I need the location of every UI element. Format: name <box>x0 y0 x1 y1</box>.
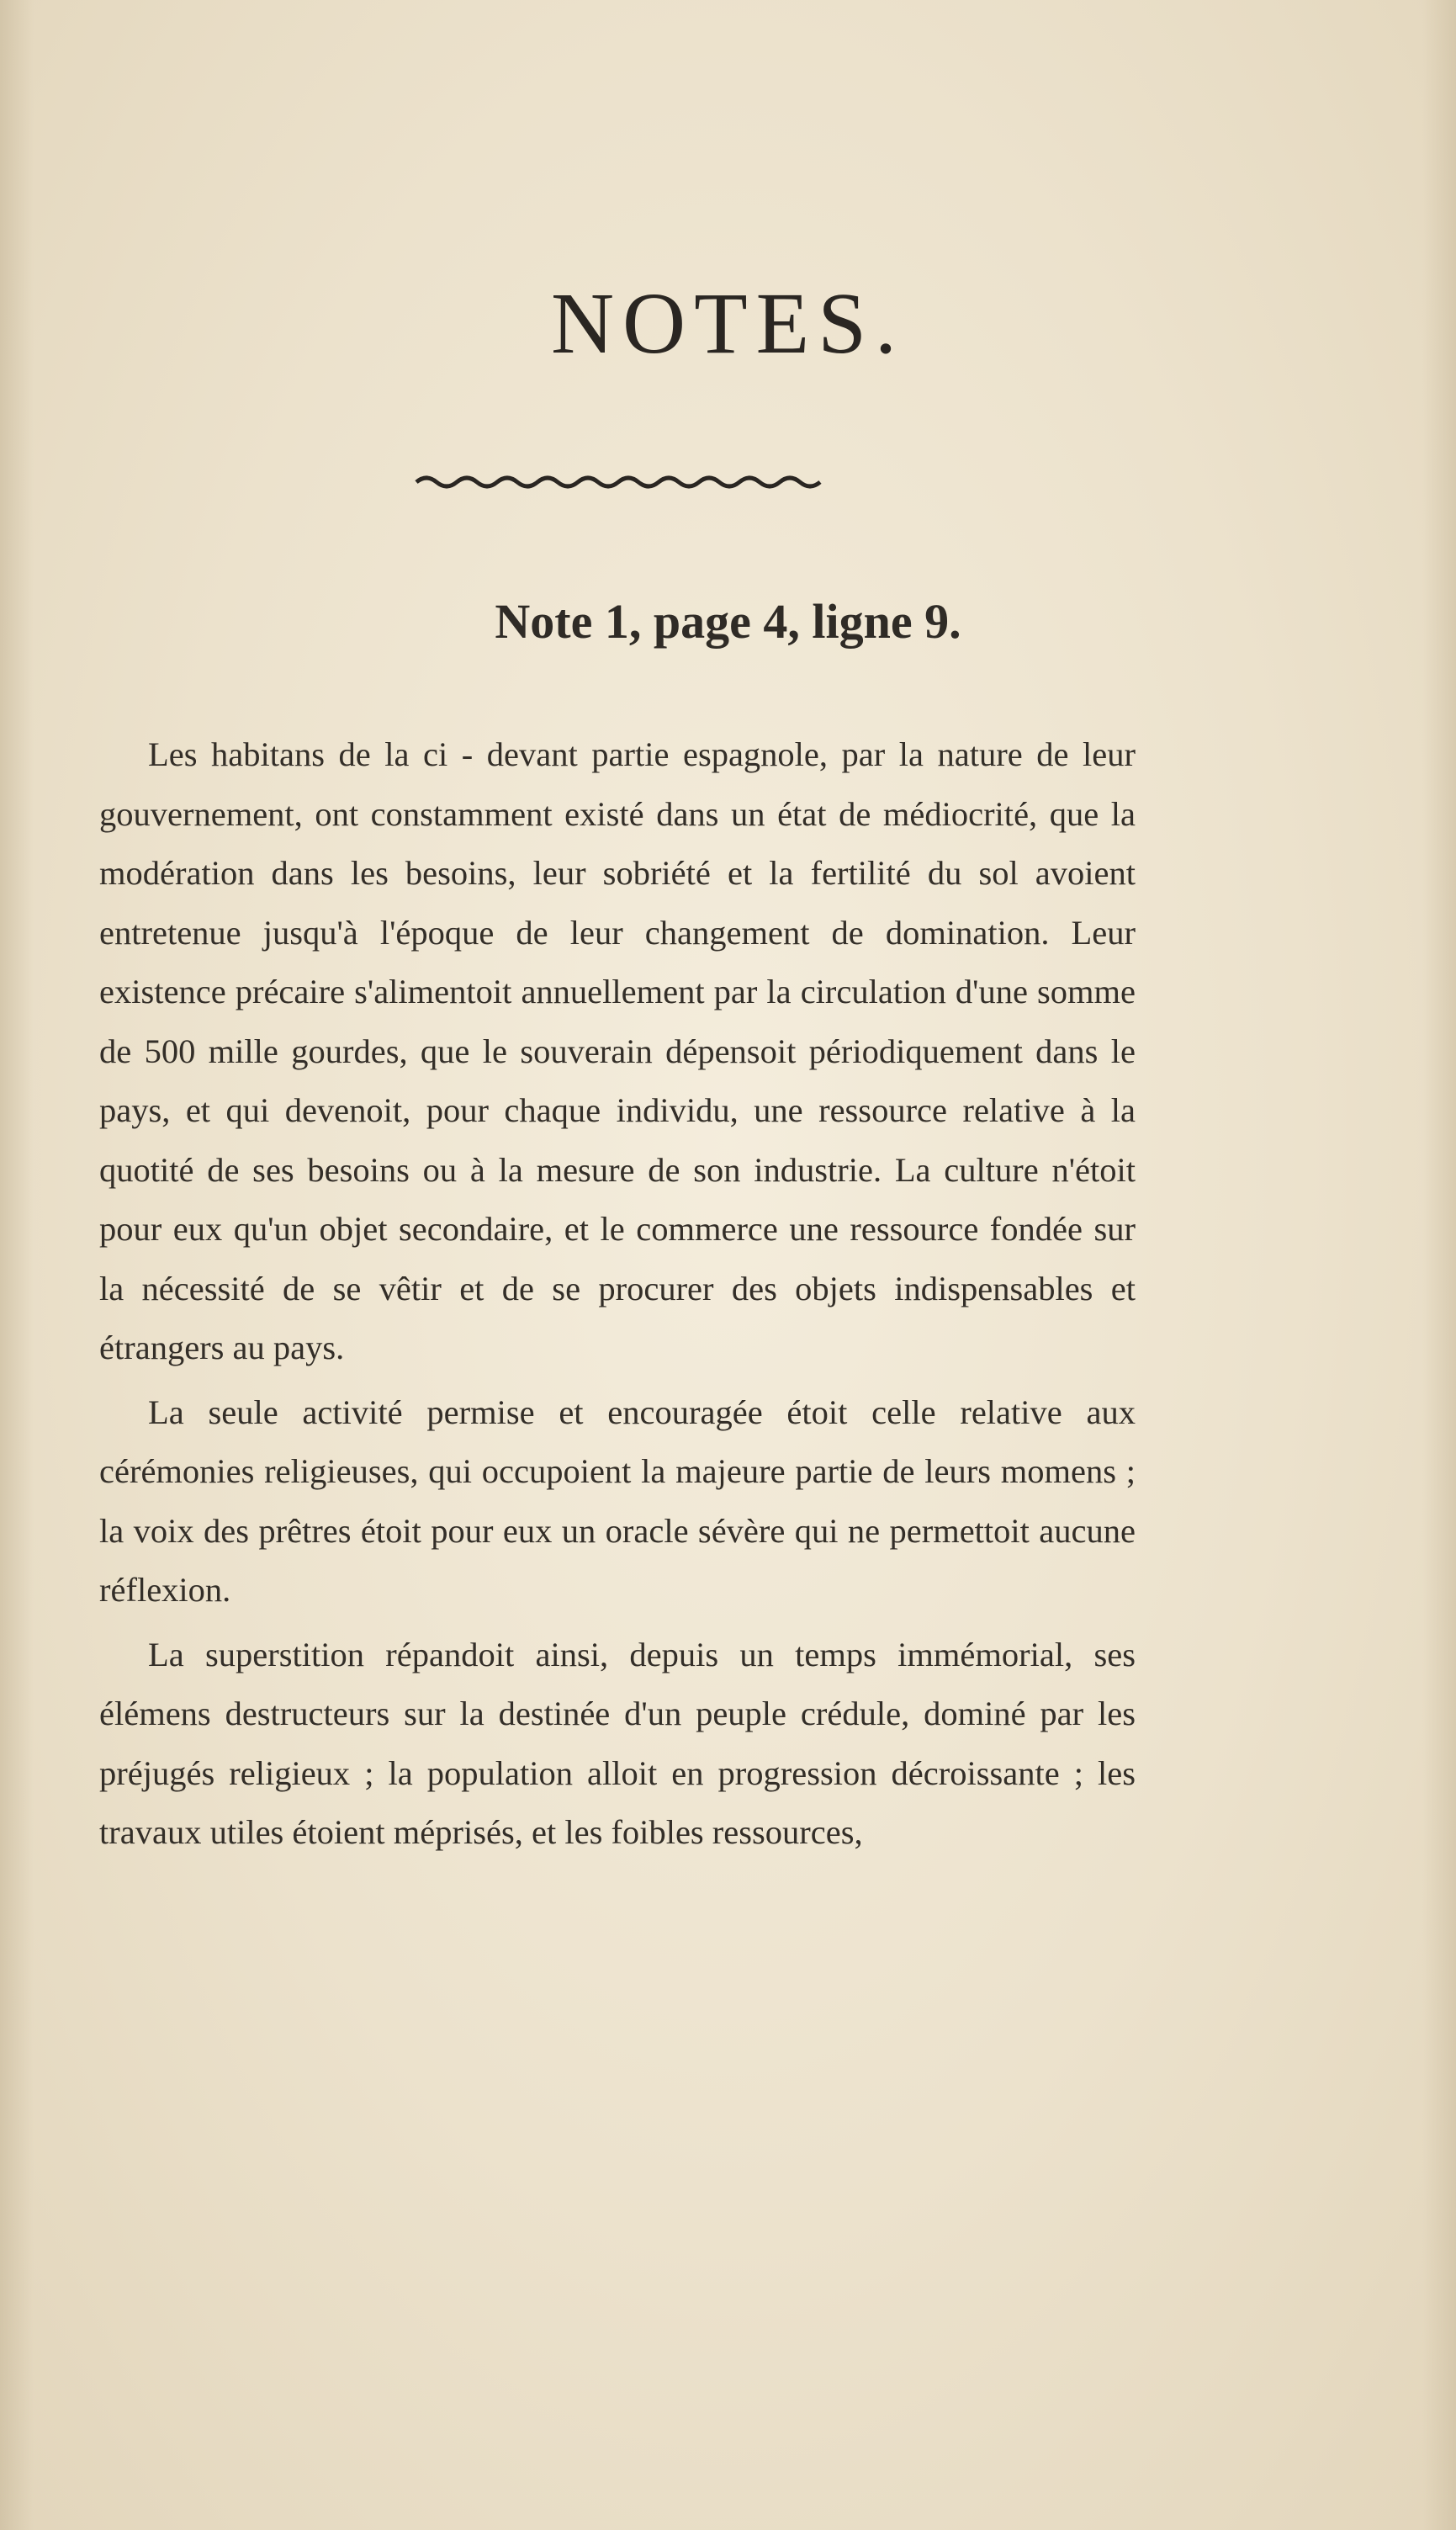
page-edge-shadow-right <box>1422 0 1456 2530</box>
page-title: NOTES. <box>550 275 906 372</box>
decorative-rule-ornament <box>412 471 833 493</box>
paragraph-3: La superstition répandoit ainsi, depuis un temps immémorial, ses élémens destructeurs sur la destinée d'un peuple crédule, dominé par les préjugés religieux ; la population alloit en progression décroissante ; les travaux utiles étoient méprisés, et les foibles ressources, <box>99 1635 1136 1851</box>
note-body <box>99 725 1136 1863</box>
paragraph-2: La seule activité permise et encouragée étoit celle relative aux cérémonies religieuses, qui occupoient la majeure partie de leurs momens ; la voix des prêtres étoit pour eux un oracle sévère qui ne permettoit aucune réflexion. <box>99 1392 1136 1609</box>
page-edge-shadow-left <box>0 0 34 2530</box>
note-heading: Note 1, page 4, ligne 9. <box>495 594 961 649</box>
paragraph-1: Les habitans de la ci - devant partie espagnole, par la nature de leur gouvernement, ont constamment existé dans un état de médiocrité, que la modération dans les besoins, leur sobriété et la fertilité du sol avoient entretenue jusqu'à l'époque de leur changement de domination. Leur existence précaire s'alimentoit annuellement par la circulation d'une somme de 500 mille gourdes, que le souverain dépensoit périodiquement dans le pays, et qui devenoit, pour chaque individu, une ressource relative à la quotité de ses besoins ou à la mesure de son industrie. La culture n'étoit pour eux qu'un objet secondaire, et le commerce une ressource fondée sur la nécessité de se vêtir et de se procurer des objets indispensables et étrangers au pays. <box>99 735 1136 1366</box>
